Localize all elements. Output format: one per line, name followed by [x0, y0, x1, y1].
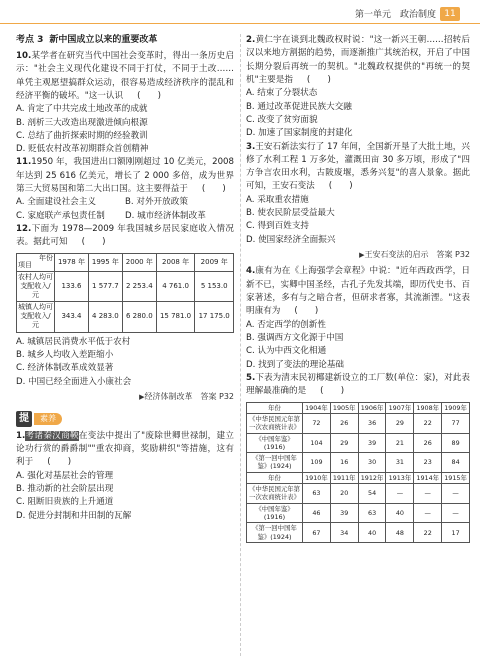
year-header: 1909年	[442, 402, 470, 413]
year-header: 2008 年	[156, 253, 195, 271]
option: B. 强调西方文化源于中国	[246, 332, 344, 343]
year-header: 1995 年	[88, 253, 122, 271]
option: D. 促进分封制和井田制的瓦解	[16, 510, 132, 521]
table-cell: 39	[358, 433, 386, 453]
literacy-label: 素养	[34, 413, 62, 425]
answer-label: 答案 P32	[200, 391, 234, 401]
table-corner: 年份	[247, 472, 303, 483]
table-cell: 36	[358, 413, 386, 433]
source-label: 《中国年鉴》(1916)	[247, 433, 303, 453]
table-cell: 5 153.0	[195, 272, 234, 302]
option: D. 找到了变法的理论基础	[246, 359, 345, 370]
table-cell: —	[386, 484, 414, 504]
question-number: 3.	[246, 141, 256, 152]
option-row	[16, 196, 234, 209]
table-cell: 26	[330, 413, 358, 433]
question-text: 1950 年，我国进出口额刚刚超过 10 亿美元，2008 年达到 25 616 亿美元，增长了 2 000 多倍，成为世界第三大贸易国和第二大出口国。这主要得益于	[16, 157, 234, 195]
option: B. 推动新的社会阶层出现	[16, 483, 114, 494]
table-cell: 72	[303, 413, 331, 433]
table-cell: 63	[358, 503, 386, 523]
option: A. 采取重农措施	[246, 194, 309, 205]
answer-bracket: ( )	[306, 74, 331, 85]
section-label: 考点 3	[16, 35, 44, 45]
option: D. 贬低农村改革初期群众首创精神	[16, 144, 149, 155]
answer-tag: 经济体制改革	[144, 391, 193, 401]
table-row	[247, 484, 470, 504]
question-text: 某学者在研究当代中国社会变革时，得出一条历史启示："社会主义现代化建设不同于打仗，不同于土改……单凭主观愿望搞群众运动，很容易造成经济秩序的混乱和经济平衡的破坏。"这一认识	[16, 50, 234, 101]
table-cell: 84	[442, 453, 470, 473]
table-corner: 年份	[247, 402, 303, 413]
table-cell: 39	[330, 503, 358, 523]
table-cell: 46	[303, 503, 331, 523]
answer-bracket: ( )	[81, 237, 106, 248]
question-4	[246, 265, 470, 318]
left-column	[16, 34, 234, 523]
question-number: 10.	[16, 50, 32, 61]
option: D. 使国家经济全面振兴	[246, 234, 336, 245]
option-row	[16, 210, 234, 223]
table-cell: 343.4	[55, 302, 89, 332]
question-1	[16, 430, 234, 470]
year-header: 1914年	[414, 472, 442, 483]
table-cell: 40	[386, 503, 414, 523]
source-label: 《第一回中国年鉴》(1924)	[247, 453, 303, 473]
option: A. 肯定了中共完成土地改革的成就	[16, 104, 148, 115]
option: D. 中国已经全面进入小康社会	[16, 376, 132, 387]
table-row	[247, 413, 470, 433]
answer-tag: 王安石变法的启示	[364, 250, 429, 259]
option: C. 改变了贫穷面貌	[246, 114, 318, 125]
question-number: 12.	[16, 224, 32, 234]
table-row	[247, 503, 470, 523]
table-cell: 54	[358, 484, 386, 504]
table-cell: 77	[442, 413, 470, 433]
question-11	[16, 156, 234, 196]
question-text: 王安石新法实行了 17 年间，全国新开垦了大批土地，兴修了水利工程 1 万多处，灌溉田亩 30 多万顷，形成了"四方争言农田水利，古陂废堰，悉务兴复"的喜人景象。据此可知，王安石变法	[246, 141, 470, 192]
corner-bottom: 项目	[18, 261, 32, 270]
table-cell: 1 577.7	[88, 272, 122, 302]
table-cell: 21	[386, 433, 414, 453]
table-cell: 26	[414, 433, 442, 453]
table-cell: 15 781.0	[156, 302, 195, 332]
table-cell: —	[414, 484, 442, 504]
table-cell: 4 761.0	[156, 272, 195, 302]
answer-bracket: ( )	[137, 90, 161, 101]
year-header: 1913年	[386, 472, 414, 483]
year-header: 1906年	[358, 402, 386, 413]
option: A. 城镇居民消费水平低于农村	[16, 336, 131, 347]
answer-bracket: ( )	[294, 306, 319, 317]
table-cell: —	[442, 503, 470, 523]
option: B. 通过改革促进民族大交融	[246, 101, 352, 112]
source-label: 《第一回中国年鉴》(1924)	[247, 523, 303, 543]
answer-marker-icon: ▶	[359, 251, 365, 259]
section-name: 新中国成立以来的重要改革	[49, 35, 158, 45]
factory-table	[246, 402, 470, 544]
question-number: 2.	[246, 35, 256, 45]
year-header: 1904年	[303, 402, 331, 413]
table-cell: 63	[303, 484, 331, 504]
table-cell: 23	[414, 453, 442, 473]
table-cell: 20	[330, 484, 358, 504]
year-header: 1910年	[303, 472, 331, 483]
right-column	[246, 34, 470, 546]
answer-bracket: ( )	[328, 181, 353, 192]
option: A. 强化对基层社会的管理	[16, 470, 114, 481]
option: C. 经济体制改革成效显著	[16, 363, 114, 374]
option: B. 使农民阶层受益最大	[246, 208, 335, 219]
answer-ref	[16, 391, 234, 403]
unit-label: 第一单元	[354, 10, 391, 20]
table-row	[17, 272, 234, 302]
answer-marker-icon: ▶	[139, 392, 145, 401]
table-cell: 48	[386, 523, 414, 543]
year-header: 2009 年	[195, 253, 234, 271]
year-header: 1905年	[330, 402, 358, 413]
option: C. 阻断旧贵族的上升通道	[16, 497, 114, 508]
option: A. 结束了分裂状态	[246, 88, 318, 99]
table-cell: 22	[414, 523, 442, 543]
option: D. 加速了国家制度的封建化	[246, 128, 353, 139]
table-cell: 4 283.0	[88, 302, 122, 332]
table-cell: 16	[330, 453, 358, 473]
source-label: 《中华民国元年第一次农商统计表》	[247, 413, 303, 433]
year-header: 2000 年	[122, 253, 156, 271]
table-cell: 109	[303, 453, 331, 473]
question-text: 黄仁宇在谈到北魏政权时说："这一新兴王朝……招转后汉以来地方割据的趋势，而逐渐推广其统治权，开启了中国长期分裂后再统一的契机。"北魏政权提供的"再统一的契机"主要是指	[246, 35, 470, 85]
table-cell: 17	[442, 523, 470, 543]
table-cell: 30	[358, 453, 386, 473]
option: A. 否定西学的创新性	[246, 319, 326, 330]
table-cell: 34	[330, 523, 358, 543]
answer-ref	[246, 249, 470, 261]
source-label: 《中国年鉴》(1916)	[247, 503, 303, 523]
topic-label: 政治制度	[399, 10, 436, 20]
row-label: 城镇人均可支配收入/元	[17, 302, 55, 332]
table-cell: 31	[386, 453, 414, 473]
option: B. 剖析三大改造出现激进倾向根源	[16, 117, 148, 128]
literacy-badge: 提	[16, 411, 32, 427]
table-cell: 89	[442, 433, 470, 453]
question-3	[246, 141, 470, 194]
column-divider	[240, 34, 241, 656]
table-cell: 22	[414, 413, 442, 433]
year-header: 1978 年	[55, 253, 89, 271]
question-12	[16, 223, 234, 250]
question-5	[246, 372, 470, 399]
question-text: 下面为 1978—2009 年我国城乡居民家庭收入情况表。据此可知	[16, 224, 234, 248]
table-cell: 29	[330, 433, 358, 453]
table-cell: 2 253.4	[122, 272, 156, 302]
page-number: 11	[440, 7, 460, 21]
page-header	[0, 6, 480, 24]
option: C. 家庭联产承包责任制	[16, 210, 105, 221]
option: C. 认为中西文化相通	[246, 346, 327, 357]
table-row	[247, 453, 470, 473]
option: B. 对外开放政策	[125, 197, 188, 208]
option: A. 全面建设社会主义	[16, 197, 96, 208]
table-cell: —	[442, 484, 470, 504]
question-10	[16, 50, 234, 103]
question-number: 5.	[246, 372, 256, 383]
table-row	[247, 523, 470, 543]
table-row	[17, 302, 234, 332]
table-cell: 29	[386, 413, 414, 433]
answer-bracket: ( )	[47, 457, 72, 468]
header-text	[355, 9, 436, 23]
question-number: 1.	[16, 430, 26, 441]
year-header: 1915年	[442, 472, 470, 483]
table-corner	[17, 253, 55, 271]
year-header: 1912年	[358, 472, 386, 483]
income-table	[16, 253, 234, 333]
literacy-section-header	[16, 411, 234, 427]
answer-bracket: ( )	[320, 386, 345, 397]
source-label: 《中华民国元年第一次农商统计表》	[247, 484, 303, 504]
table-cell: —	[414, 503, 442, 523]
section-title	[16, 34, 234, 48]
row-label: 农村人均可支配收入/元	[17, 272, 55, 302]
question-text: 康有为在《上海强学会章程》中说："近年西政西学，日新不已，实卿中国圣经，古孔子先发其端，即历代史书、百家著述，多有与之暗合者，但研求者寡，其流渐湮。"这表明康有为	[246, 266, 470, 317]
corner-top: 年份	[39, 253, 53, 262]
table-row	[247, 433, 470, 453]
table-cell: 40	[358, 523, 386, 543]
table-cell: 104	[303, 433, 331, 453]
question-text: 下表为清末民初椰建新设立的工厂数(单位：家)，对此表理解最准确的是	[246, 372, 470, 397]
table-cell: 17 175.0	[195, 302, 234, 332]
year-header: 1908年	[414, 402, 442, 413]
answer-bracket: ( )	[201, 184, 226, 195]
question-2	[246, 34, 470, 87]
table-cell: 133.6	[55, 272, 89, 302]
question-number: 4.	[246, 266, 256, 277]
option: B. 城乡人均收入差距缩小	[16, 349, 114, 360]
table-cell: 6 280.0	[122, 302, 156, 332]
option: C. 总结了曲折探索时期的经验教训	[16, 130, 148, 141]
option: C. 得到百姓支持	[246, 221, 310, 232]
option: D. 城市经济体制改革	[125, 210, 206, 221]
year-header: 1911年	[330, 472, 358, 483]
answer-label: 答案 P32	[436, 250, 470, 259]
question-number: 11.	[16, 157, 32, 168]
table-cell: 67	[303, 523, 331, 543]
question-text: 在变法中提出了"废除世卿世禄制，建立论功行赏的爵爵制""重农抑商，奖励耕织"等措施，这有利于	[16, 430, 234, 468]
year-header: 1907年	[386, 402, 414, 413]
highlighted-text: 考诸秦汉商鞅	[25, 430, 79, 441]
